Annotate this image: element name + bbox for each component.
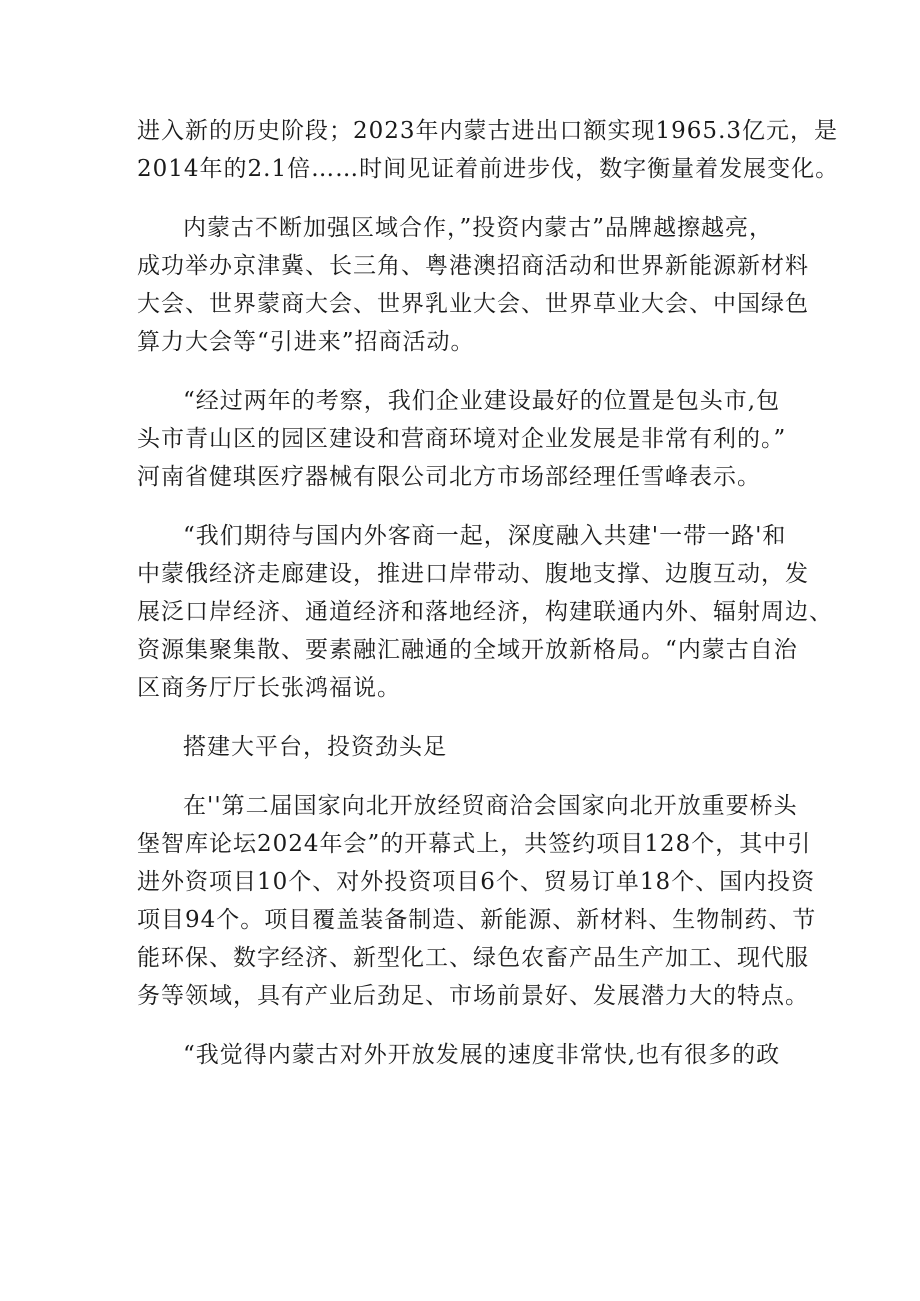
text-line: 在''第二届国家向北开放经贸商洽会国家向北开放重要桥头: [183, 793, 798, 819]
text-line: “我们期待与国内外客商一起，深度融入共建'一带一路'和: [183, 523, 787, 549]
section-heading: [137, 728, 797, 766]
paragraph-6: [137, 1036, 797, 1074]
article-body: [137, 112, 840, 1074]
text-line: 头市青山区的园区建设和营商环境对企业发展是非常有利的。”: [137, 426, 787, 452]
text-line: 资源集聚集散、要素融汇融通的全域开放新格局。“内蒙古自治: [137, 637, 798, 663]
text-line: 展泛口岸经济、通道经济和落地经济，构建联通内外、辐射周边、: [137, 599, 833, 625]
text-line: 算力大会等“引进来”招商活动。: [137, 329, 475, 355]
text-line: 成功举办京津冀、长三角、粤港澳招商活动和世界新能源新材料: [137, 253, 809, 279]
text-line: 项目94个。项目覆盖装备制造、新能源、新材料、生物制药、节: [137, 907, 817, 933]
text-line: 内蒙古不断加强区域合作，”投资内蒙古”品牌越擦越亮，: [183, 215, 774, 241]
text-line: “我觉得内蒙古对外开放发展的速度非常快,也有很多的政: [183, 1042, 781, 1068]
text-line: 河南省健琪医疗器械有限公司北方市场部经理任雪峰表示。: [137, 464, 761, 490]
text-line: 区商务厅厅长张鸿福说。: [137, 675, 401, 701]
text-line: 进外资项目10个、对外投资项目6个、贸易订单18个、国内投资: [137, 869, 816, 895]
text-line: 进入新的历史阶段；2023年内蒙古进出口额实现1965.3亿元，是: [137, 118, 839, 144]
paragraph-2: [137, 209, 809, 361]
text-line: 2014年的2.1倍……时间见证着前进步伐，数字衡量着发展变化。: [137, 156, 840, 182]
text-line: 大会、世界蒙商大会、世界乳业大会、世界草业大会、中国绿色: [137, 291, 809, 317]
text-line: 堡智库论坛2024年会”的开幕式上，共签约项目128个，其中引: [137, 831, 812, 857]
paragraph-4: [137, 517, 833, 707]
paragraph-5: [137, 787, 817, 1015]
paragraph-3: [137, 382, 797, 496]
paragraph-1: [137, 112, 840, 188]
section-heading-text: 搭建大平台，投资劲头足: [183, 734, 447, 760]
text-line: 务等领域，具有产业后劲足、市场前景好、发展潜力大的特点。: [137, 983, 809, 1009]
text-line: 中蒙俄经济走廊建设，推进口岸带动、腹地支撑、边腹互动，发: [137, 561, 809, 587]
text-line: “经过两年的考察，我们企业建设最好的位置是包头市,包: [183, 388, 781, 414]
text-line: 能环保、数字经济、新型化工、绿色农畜产品生产加工、现代服: [137, 945, 809, 971]
